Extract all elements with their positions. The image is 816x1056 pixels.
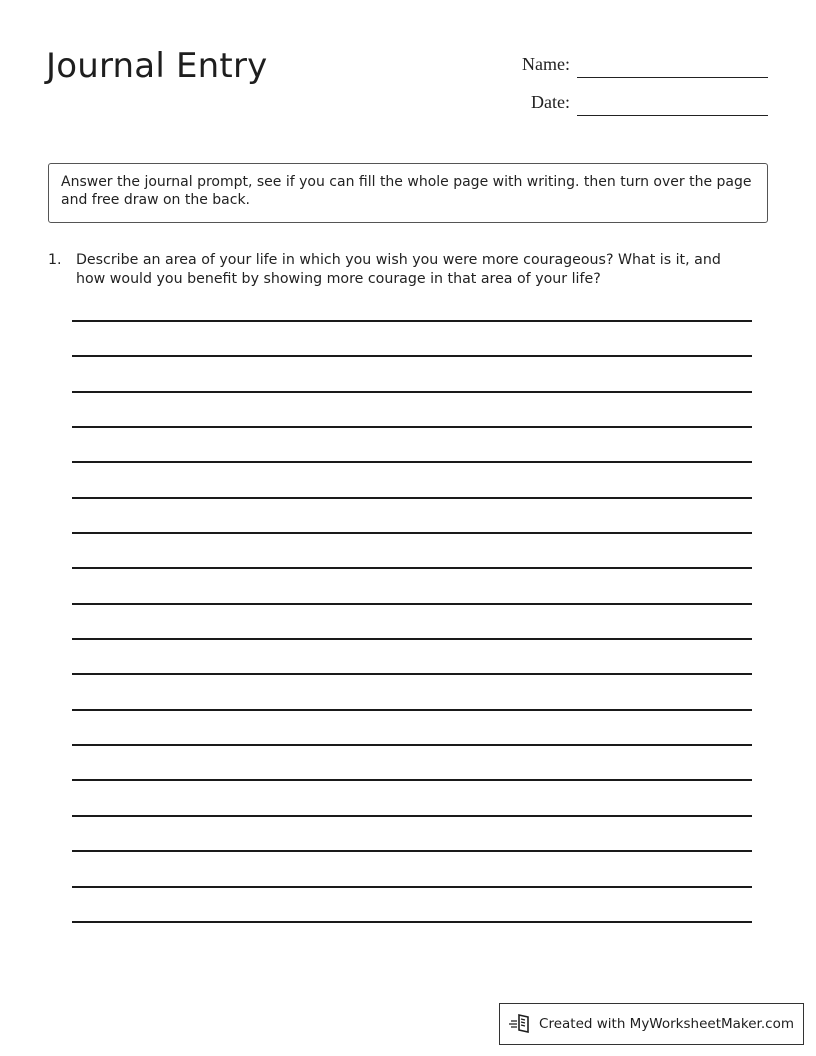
name-input-line[interactable] bbox=[577, 77, 768, 78]
question-text: Describe an area of your life in which you wish you were more courageous? What is it, and how would you benefit by showing more courage in that area of your life? bbox=[76, 252, 721, 287]
answer-line[interactable] bbox=[72, 497, 752, 532]
answer-line[interactable] bbox=[72, 886, 752, 921]
answer-line[interactable] bbox=[72, 638, 752, 673]
worksheet-maker-logo-icon bbox=[509, 1013, 533, 1035]
page-title: Journal Entry bbox=[46, 46, 268, 86]
answer-line[interactable] bbox=[72, 355, 752, 390]
answer-line[interactable] bbox=[72, 815, 752, 850]
question-item bbox=[48, 251, 748, 289]
answer-line[interactable] bbox=[72, 921, 752, 956]
answer-line[interactable] bbox=[72, 850, 752, 885]
answer-line[interactable] bbox=[72, 426, 752, 461]
answer-line[interactable] bbox=[72, 320, 752, 355]
badge-text: Created with MyWorksheetMaker.com bbox=[539, 1016, 794, 1032]
created-with-badge bbox=[499, 1003, 804, 1045]
question-number: 1. bbox=[48, 252, 62, 268]
answer-line[interactable] bbox=[72, 461, 752, 496]
instructions-box: Answer the journal prompt, see if you can fill the whole page with writing. then turn over the page and free draw on the back. bbox=[48, 163, 768, 223]
name-label: Name: bbox=[522, 54, 570, 74]
date-label: Date: bbox=[531, 92, 570, 112]
answer-line[interactable] bbox=[72, 391, 752, 426]
date-input-line[interactable] bbox=[577, 115, 768, 116]
answer-line[interactable] bbox=[72, 779, 752, 814]
answer-line[interactable] bbox=[72, 744, 752, 779]
answer-line[interactable] bbox=[72, 673, 752, 708]
answer-line[interactable] bbox=[72, 567, 752, 602]
answer-line[interactable] bbox=[72, 532, 752, 567]
answer-line[interactable] bbox=[72, 709, 752, 744]
answer-line[interactable] bbox=[72, 603, 752, 638]
answer-lines[interactable] bbox=[72, 320, 752, 956]
